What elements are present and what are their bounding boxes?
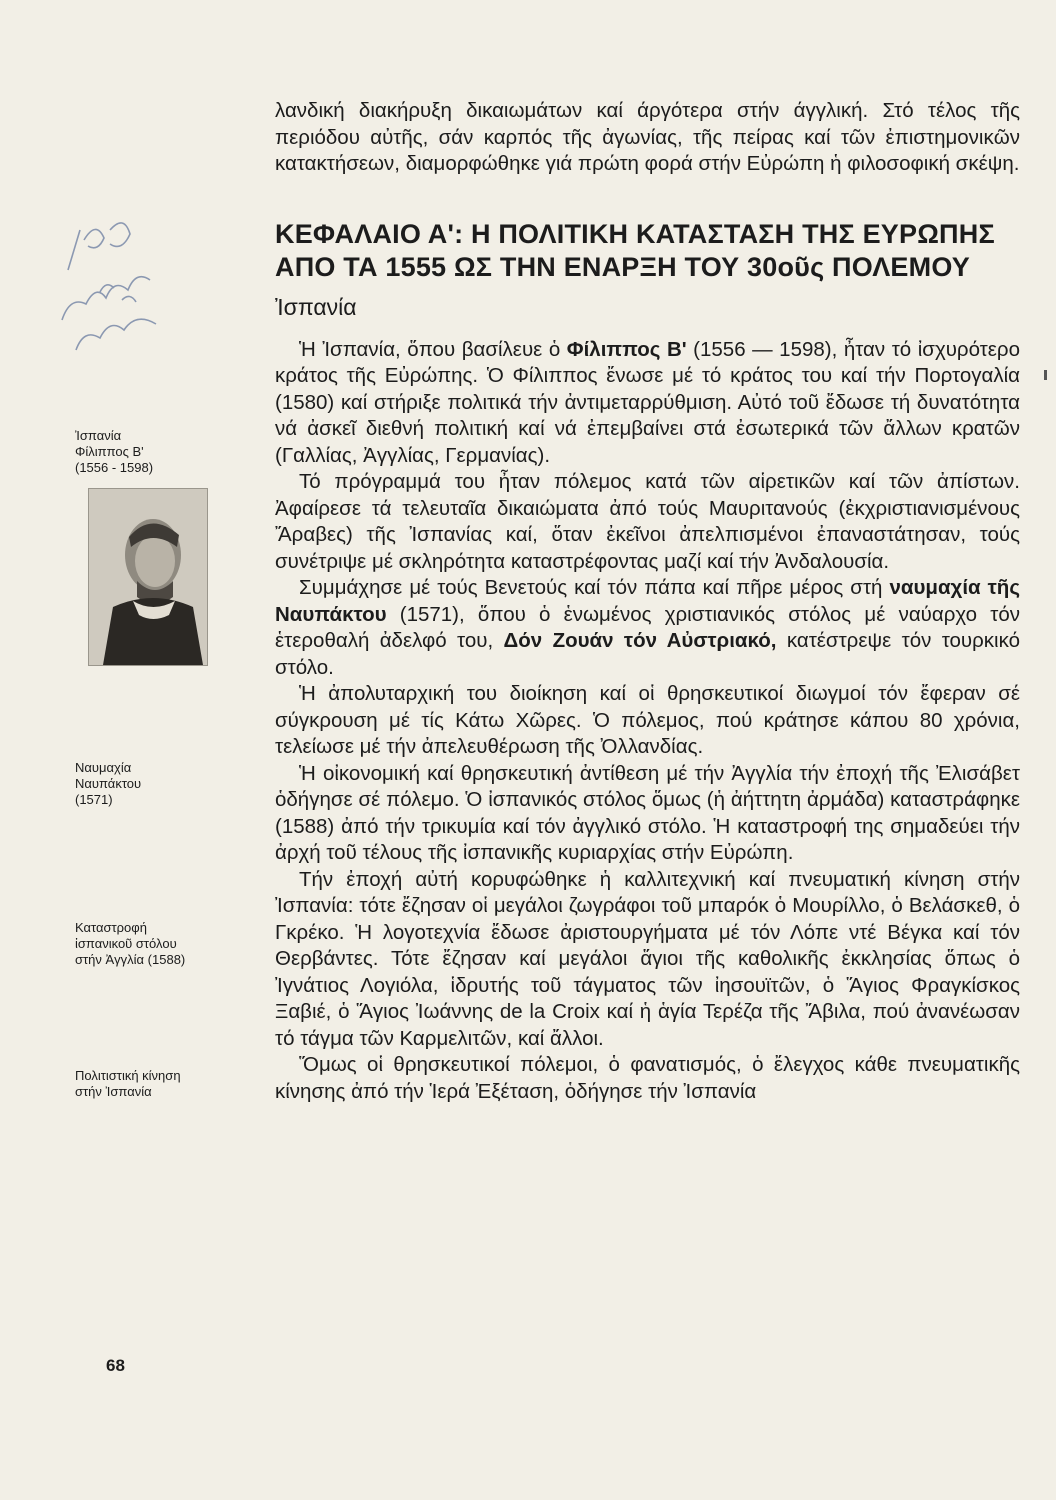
text-span: Συμμάχησε μέ τούς Βενετούς καί τόν πάπα καί πῆρε μέρος στή xyxy=(299,576,890,599)
paragraph-philip xyxy=(275,337,1020,470)
intro-paragraph: λανδική διακήρυξη δικαιωμάτων καί άργότερα στήν άγγλική. Στό τέλος τῆς περιόδου αὐτῆς, σάν καρπός τῆς ἀγωνίας, τῆς πείρας καί τῶν ἐπιστημονικῶν κατακτήσεων, διαμορφώθηκε γιά πρώτη φορά στήν Εὐρώπη ἡ φιλοσοφική σκέψη. xyxy=(275,99,1020,175)
sidenote-line: ἰσπανικοῦ στόλου xyxy=(75,936,177,951)
text-span: (1571), ὅπου ὁ ἑνωμένος χριστιανικός στόλος μέ ναύαρχο τόν ἑτεροθαλή ἀδελφό του, xyxy=(275,602,1020,652)
sidenote-lepanto xyxy=(75,760,265,808)
sidenote-line: στήν Ἀγγλία (1588) xyxy=(75,952,186,967)
stray-mark xyxy=(1044,370,1047,380)
text-span: κατέστρεψε τόν τουρκικό στόλο. xyxy=(275,629,1020,679)
sidenote-culture xyxy=(75,1068,265,1100)
page-number: 68 xyxy=(106,1356,125,1375)
section-title: Ἰσπανία xyxy=(275,293,357,320)
bold-term-philip: Φίλιππος Β' xyxy=(566,337,687,361)
paragraph-low-countries: Ἡ ἀπολυταρχική του διοίκηση καί οἱ θρησκευτικοί διωγμοί τόν ἔφεραν σέ σύγκρουση μέ τίς Κάτω Χῶρες. Ὁ πόλεμος, πού κράτησε κάπου 80 χρόνια, τελείωσε μέ τήν ἀπελευθέρωση τῆς Ὀλλανδίας. xyxy=(275,682,1020,758)
sidenote-philip xyxy=(75,428,265,476)
chapter-title: ΚΕΦΑΛΑΙΟ Α': Η ΠΟΛΙΤΙΚΗ ΚΑΤΑΣΤΑΣΗ ΤΗΣ ΕΥΡΩΠΗΣ ΑΠΟ ΤΑ 1555 ΩΣ ΤΗΝ ΕΝΑΡΞΗ ΤΟΥ 30οῦς ΠΟΛΕΜΟΥ xyxy=(275,218,995,282)
philip-ii-portrait xyxy=(88,488,208,666)
paragraph-lepanto xyxy=(275,575,1020,681)
sidenote-line: Φίλιππος Β' xyxy=(75,444,144,459)
sidenote-line: (1571) xyxy=(75,792,113,807)
main-text-column xyxy=(275,98,1020,1105)
sidenote-line: (1556 - 1598) xyxy=(75,460,154,475)
sidenote-line: Πολιτιστική κίνηση xyxy=(75,1068,181,1083)
paragraph-culture: Τήν ἐποχή αὐτή κορυφώθηκε ἡ καλλιτεχνική καί πνευματική κίνηση στήν Ἰσπανία: τότε ἔζησαν οἱ μεγάλοι ζωγράφοι τοῦ μπαρόκ ὁ Μουρίλλο, ὁ Βελάσκεθ, ὁ Γκρέκο. Ἡ λογοτεχνία ἔδωσε ἀριστουργήματα μέ τόν Λόπε ντέ Βέγκα καί τόν Θερβάντες. Τότε ἔζησαν καί μεγάλοι ἅγιοι τῆς καθολικῆς ἐκκλησίας ὅπως ὁ Ἰγνάτιος Λογιόλα, ἱδρυτής τοῦ τάγματος τῶν ἰησουϊτῶν, ὁ Ἅγιος Φραγκίσκος Ξαβιέ, ὁ Ἅγιος Ἰωάννης de la Croix καί ἡ ἁγία Τερέζα τῆς Ἄβιλα, πού ἀνανέωσαν τό τάγμα τῶν Καρμελιτῶν, καί ἄλλοι. xyxy=(275,867,1020,1050)
paragraph-decline: Ὅμως οἱ θρησκευτικοί πόλεμοι, ὁ φανατισμός, ὁ ἔλεγχος κάθε πνευματικῆς κίνησης ἀπό τήν Ἱερά Ἐξέταση, ὁδήγησε τήν Ἰσπανία xyxy=(275,1053,1020,1103)
text-span: Ἡ Ἰσπανία, ὅπου βασίλευε ὁ xyxy=(299,337,567,361)
sidenote-line: Ἰσπανία xyxy=(75,428,122,443)
sidenote-line: στήν Ἰσπανία xyxy=(75,1084,152,1099)
bold-term-don-juan: Δόν Ζουάν τόν Αὐστριακό, xyxy=(503,629,777,652)
paragraph-program: Τό πρόγραμμά του ἦταν πόλεμος κατά τῶν αἱρετικῶν καί τῶν ἀπίστων. Ἀφαίρεσε τά τελευταῖα δικαιώματα ἀπό τούς Μαυριτανούς (ἐκχριστιανισμένους Ἄραβες) τῆς Ἰσπανίας καί, ὅταν ἐκεῖνοι ἀπελπισμένοι ἐπαναστάτησαν, τούς συνέτριψε μέ σκληρότητα καταστρέφοντας μαζί καί τήν Ἀνδαλουσία. xyxy=(275,470,1020,573)
sidenote-line: Ναυμαχία xyxy=(75,760,132,775)
bold-term-lepanto: ναυμαχία τῆς Ναυπάκτου xyxy=(275,576,1020,626)
text-span: (1556 — 1598), ἦταν τό ἰσχυρότερο κράτος τῆς Εὐρώπης. Ὁ Φίλιππος ἔνωσε μέ τό κράτος του καί τήν Πορτογαλία (1580) καί στήριξε πολιτικά τήν ἀντιμεταρρύθμιση. Αὐτό τοῦ ἔδωσε τή δυνατότητα νά ἀσκεῖ διεθνή πολιτική καί νά ἐπεμβαίνει στά ἐσωτερικά τῶν ἄλλων κρατῶν (Γαλλίας, Ἀγγλίας, Γερμανίας). xyxy=(275,337,1020,467)
sidenote-line: Καταστροφή xyxy=(75,920,147,935)
paragraph-armada: Ἡ οἰκονομική καί θρησκευτική ἀντίθεση μέ τήν Ἀγγλία τήν ἐποχή τῆς Ἐλισάβετ ὁδήγησε σέ πόλεμο. Ὁ ἰσπανικός στόλος ὅμως (ἡ ἀήττητη ἀρμάδα) καταστράφηκε (1588) ἀπό τήν τρικυμία καί τόν ἀγγλικό στόλο. Ἡ καταστροφή της σημαδεύει τήν ἀρχή τοῦ τέλους τῆς ἰσπανικῆς κυριαρχίας στήν Εὐρώπη. xyxy=(275,761,1020,864)
sidenote-line: Ναυπάκτου xyxy=(75,776,142,791)
handwritten-note-scribble xyxy=(40,200,180,370)
sidenote-armada xyxy=(75,920,265,968)
